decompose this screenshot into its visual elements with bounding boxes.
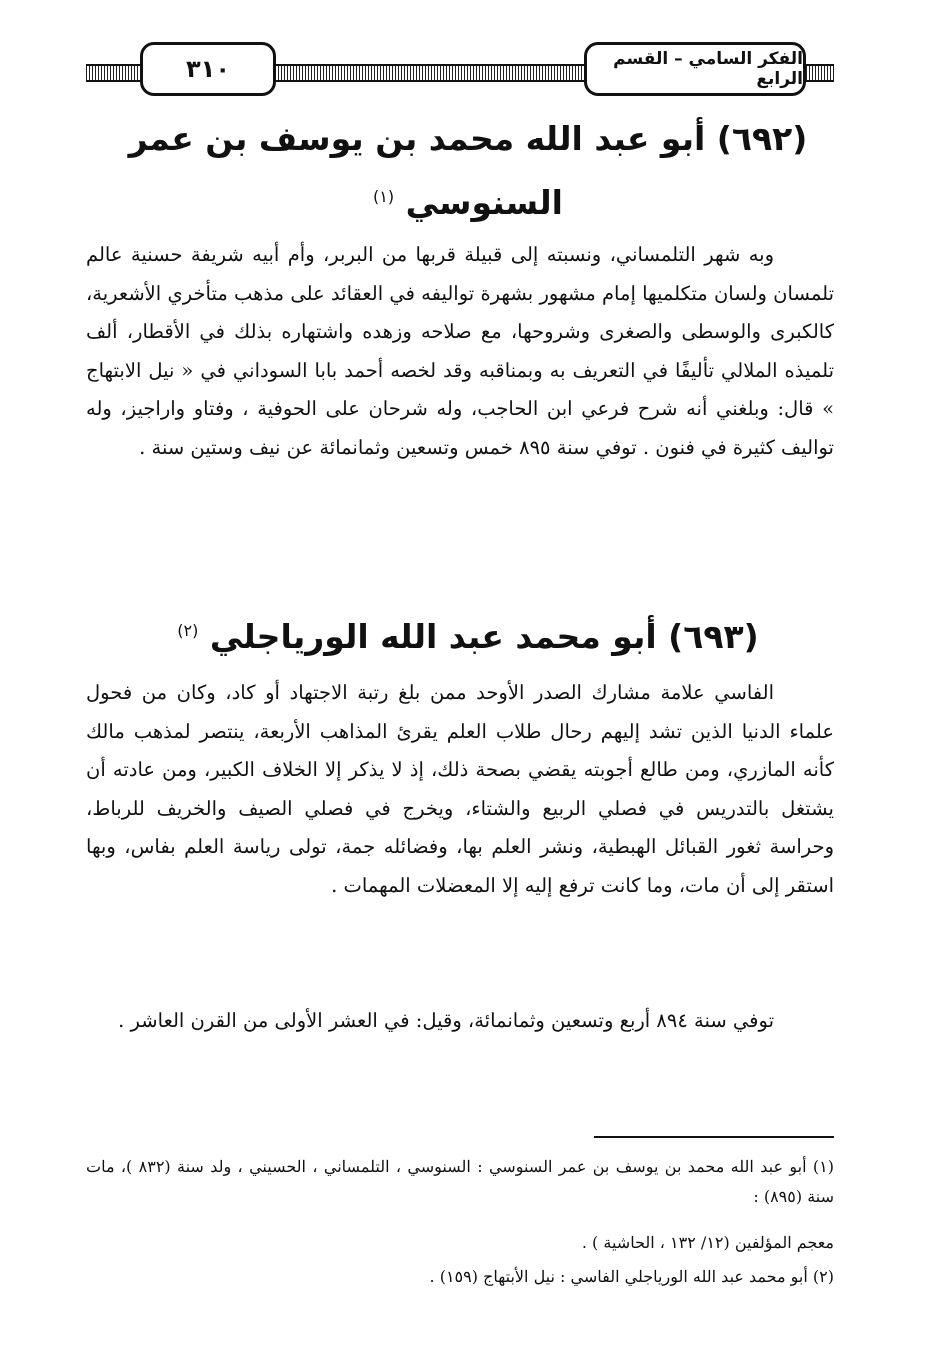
footnote-ref-2: (٢) [177,621,199,640]
running-title: الفكر السامي – القسم الرابع [584,42,806,96]
footnote-ref-1: (١) [373,187,395,206]
entry-693-death: توفي سنة ٨٩٤ أربع وتسعين وثمانمائة، وقيل: في العشر الأولى من القرن العاشر . [118,1009,774,1032]
entry-692-body: وبه شهر التلمساني، ونسبته إلى قبيلة قربها من البربر، وأم أبيه شريفة حسنية عالم تلمسان ولسان متكلميها إمام مشهور بشهرة تواليفه في العقائد على مذهب متأخري الأشعرية، كالكبرى والوسطى والصغرى وشروحها، مع صلاحه وزهده واشتهاره بذلك في الأقطار، ألف تلميذه الملالي تأليفًا في التعريف به وبمناقبه وقد لخصه أحمد بابا السوداني في « نيل الابتهاج » قال: وبلغني أنه شرح فرعي ابن الحاجب، وله شرحان على الحوفية ، وفتاو واراجيز، وله تواليف كثيرة في فنون . توفي سنة ٨٩٥ خمس وتسعين وثمانمائة عن نيف وستين سنة . [86,243,834,459]
entry-693-title [60,602,876,666]
page-header [86,42,834,92]
footnote-1: (١) أبو عبد الله محمد بن يوسف بن عمر السنوسي : السنوسي ، التلمساني ، الحسيني ، ولد سنة (٨٣٢ )، مات سنة (٨٩٥) : [86,1157,834,1206]
entry-692-title-text: (٦٩٢) أبو عبد الله محمد بن يوسف بن عمر السنوسي [128,119,808,222]
page-number: ٣١٠ [140,42,276,96]
footnote-separator [594,1136,834,1138]
footnote-2: (٢) أبو محمد عبد الله الورياجلي الفاسي : نيل الأبتهاج (١٥٩) . [429,1267,834,1286]
entry-693-body: الفاسي علامة مشارك الصدر الأوحد ممن بلغ رتبة الاجتهاد أو كاد، وكان من فحول علماء الدنيا الذين تشد إليهم رحال طلاب العلم يقرئ المذاهب الأربعة، ينتصر لمذهب مالك كأنه المازري، ومن طالع أجوبته يقضي بصحة ذلك، إذ لا يذكر إلا الخلاف الكبير، ومن عادته أن يشتغل بالتدريس في فصلي الربيع والشتاء، ويخرج في فصلي الصيف والخريف للرباط، وحراسة ثغور القبائل الهبطية، ونشر العلم بها، وفضائله جمة، تولى رياسة العلم بفاس، وبها استقر إلى أن مات، وما كانت ترفع إليه إلا المعضلات المهمات . [86,681,834,897]
footnote-1-source: معجم المؤلفين (١٢/ ١٣٢ ، الحاشية ) . [581,1233,834,1252]
entry-692-title [60,110,876,232]
entry-693-title-text: (٦٩٣) أبو محمد عبد الله الورياجلي [209,617,759,656]
